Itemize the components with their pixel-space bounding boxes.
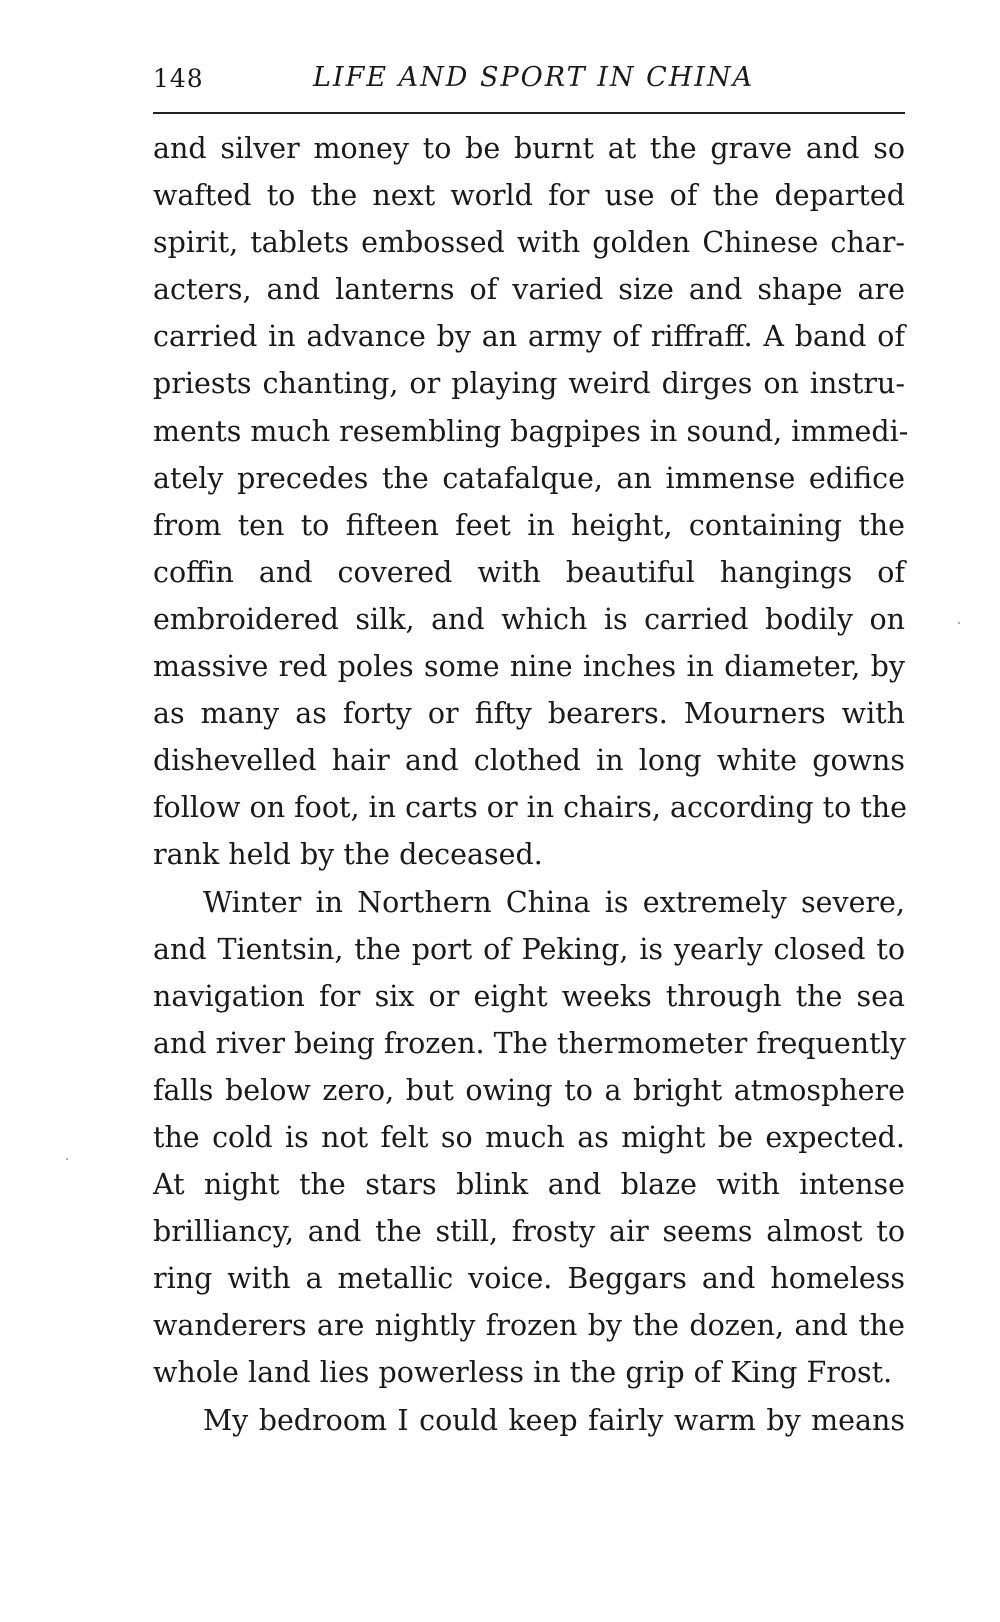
header-rule <box>153 112 905 114</box>
text-line: navigation for six or eight weeks through the sea <box>153 979 905 1013</box>
text-line: wafted to the next world for use of the departed <box>153 179 905 213</box>
text-line: brilliancy, and the still, frosty air seems almost to <box>153 1215 905 1249</box>
text-line: ately precedes the catafalque, an immense edifice <box>153 461 905 495</box>
text-line: carried in advance by an army of riffraff. A band of <box>153 320 905 354</box>
page-number: 148 <box>153 64 204 93</box>
running-head <box>153 60 905 100</box>
text-line: as many as forty or fifty bearers. Mourners with <box>153 697 905 731</box>
text-line: massive red poles some nine inches in diameter, by <box>153 650 905 684</box>
text-line: embroidered silk, and which is carried bodily on <box>153 602 905 636</box>
body-text <box>153 125 909 1444</box>
paragraph-start-line: Winter in Northern China is extremely severe, <box>203 885 905 919</box>
text-line: and silver money to be burnt at the grave and so <box>153 132 905 165</box>
text-line: and Tientsin, the port of Peking, is yearly closed to <box>153 932 905 966</box>
text-line: dishevelled hair and clothed in long white gowns <box>153 744 905 778</box>
paragraph-end-line: whole land lies powerless in the grip of King Frost. <box>153 1356 893 1390</box>
text-line: follow on foot, in carts or in chairs, according to the <box>153 791 908 825</box>
scan-speck <box>66 1158 68 1160</box>
text-line: wanderers are nightly frozen by the dozen, and the <box>153 1309 905 1343</box>
text-line: ments much resembling bagpipes in sound, immedi- <box>153 414 909 448</box>
text-line: falls below zero, but owing to a bright atmosphere <box>153 1073 905 1107</box>
text-line: from ten to fifteen feet in height, containing the <box>153 508 905 542</box>
text-line: At night the stars blink and blaze with intense <box>153 1168 905 1202</box>
paragraph-start-line: My bedroom I could keep fairly warm by means <box>203 1403 905 1437</box>
text-line: priests chanting, or playing weird dirges on instru- <box>153 367 905 401</box>
paragraph-end-line: rank held by the deceased. <box>153 838 543 872</box>
text-line: coffin and covered with beautiful hangings of <box>153 555 905 589</box>
text-line: ring with a metallic voice. Beggars and homeless <box>153 1262 905 1296</box>
text-line: acters, and lanterns of varied size and shape are <box>153 273 905 307</box>
scan-speck <box>958 622 960 624</box>
text-line: and river being frozen. The thermometer frequently <box>153 1026 906 1060</box>
text-line: the cold is not felt so much as might be expected. <box>153 1120 905 1154</box>
text-line: spirit, tablets embossed with golden Chinese char- <box>153 226 905 260</box>
running-title: LIFE AND SPORT IN CHINA <box>313 62 755 93</box>
